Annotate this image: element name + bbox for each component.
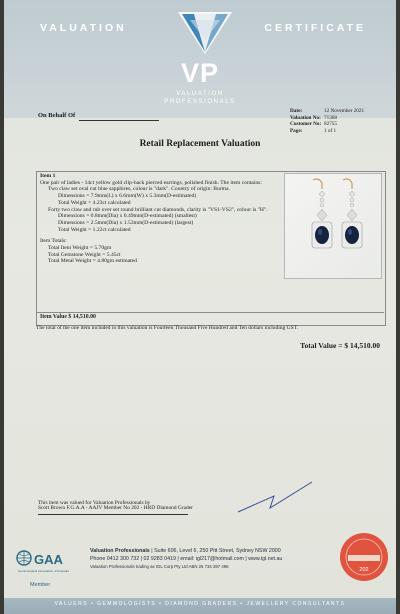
- item-totals-heading: Item Totals:: [40, 238, 67, 245]
- member-label: Member: [30, 582, 51, 588]
- footer-contact: [90, 547, 282, 571]
- diamond-weight: Total Weight = 1.22ct calculated: [58, 226, 131, 233]
- document-title: Retail Replacement Valuation: [139, 139, 261, 149]
- company-name: Valuation Professionals: [90, 548, 150, 554]
- meta-row-date: [290, 108, 364, 115]
- on-behalf-of-label: On Behalf Of: [38, 112, 76, 119]
- item-description: One pair of ladies - 14ct yellow gold clip-back pierced earrings, polished finish. The item contains:: [40, 179, 262, 186]
- item-value: Item Value $ 14,510.00: [40, 314, 96, 320]
- meta-value: 71368: [324, 114, 337, 121]
- total-item-weight: Total Item Weight = 5.70gm: [48, 245, 112, 252]
- meta-key: Customer No:: [290, 121, 322, 128]
- gaa-logo: [16, 545, 86, 591]
- left-earring: [312, 179, 332, 248]
- diamond-dimensions-smallest: Dimensions = 0.8mm(Dia) x 0.49mm(D-estimated) (smallest): [58, 213, 197, 220]
- meta-row-customer-no: [290, 121, 364, 128]
- meta-key: Valuation No:: [290, 114, 321, 121]
- meta-row-page: [290, 128, 364, 135]
- logo-subtitle-2: PROFESSIONALS: [164, 99, 236, 105]
- earrings-photo: [284, 173, 382, 279]
- diamond-logo-icon: [172, 8, 238, 56]
- valuation-meta: [290, 108, 364, 134]
- right-earring: [342, 179, 362, 248]
- meta-value: 1 of 1: [324, 127, 337, 134]
- bottom-bar-text: VALUERS • GEMMOLOGISTS • DIAMOND GRADERS • JEWELLERY CONSULTANTS: [54, 601, 346, 607]
- signature-line: [38, 514, 188, 515]
- header-left-word: VALUATION: [40, 22, 127, 34]
- item-value-divider: [36, 312, 384, 313]
- item-heading: Item 1: [40, 173, 56, 179]
- total-statement: The total of the one item included in this valuation is Fourteen Thousand Five Hundred and Ten dollars including GST.: [36, 325, 299, 331]
- meta-value: 12 November 2021: [324, 108, 365, 114]
- sapphire-description: Two claw set oval cut blue sapphires, colour is "dark". Country of origin: Burma.: [48, 186, 230, 193]
- meta-key: Page:: [290, 127, 303, 134]
- signature-intro: This item was valued for Valuation Professionals by: [38, 500, 151, 506]
- earrings-image-icon: [285, 174, 381, 278]
- meta-key: Date:: [290, 108, 303, 114]
- diamond-description: Forty two claw and rub over set round brilliant cut diamonds, clarity is "VS1-VS2", colour is "H".: [48, 206, 268, 213]
- certificate-header: [4, 0, 396, 118]
- meta-row-valuation-no: [290, 115, 364, 122]
- valuer-name: Scott Brown F.G.A.A - AAJV Member No 202 - HRD Diamond Grader: [38, 505, 193, 511]
- item-details: [40, 173, 280, 265]
- company-contact: Phone 0412 300 732 | 02 9283 0419 | email: igl217@hotmail.com | www.igl.net.au: [90, 556, 283, 562]
- logo-text: VP: [180, 58, 220, 88]
- sapphire-dimensions: Dimensions = 7.9mm(L) x 6.6mm(W) x 5.3mm(D-estimated): [58, 193, 197, 200]
- on-behalf-of-line: [79, 120, 159, 121]
- gaa-globe-icon: [16, 550, 32, 566]
- valuation-certificate: [4, 0, 396, 614]
- seal-number: 202: [359, 567, 369, 573]
- bottom-bar: [4, 598, 396, 614]
- total-gemstone-weight: Total Gemstone Weight = 5.45ct: [48, 251, 121, 258]
- total-metal-weight: Total Metal Weight = 4.80gm estimated: [48, 258, 137, 265]
- company-trading-as: Valuation Professionals trading as IGL Corp Pty Ltd ABN 25 734 397 496: [90, 564, 229, 569]
- total-value: Total Value = $ 14,510.00: [300, 341, 380, 350]
- gaa-logo-text: GAA: [34, 552, 63, 567]
- logo-subtitle-1: VALUATION: [176, 91, 224, 97]
- signature-scribble-icon: [234, 478, 324, 518]
- aajv-seal-icon: [338, 531, 390, 583]
- meta-value: 82755: [324, 121, 337, 128]
- gaa-logo-subtitle: Gemmological Association of Australia: [18, 569, 69, 573]
- company-address: | Suite 606, Level 6, 250 Pitt Street, Sydney NSW 2000: [149, 548, 281, 554]
- sapphire-weight: Total Weight = 4.23ct calculated: [58, 199, 131, 206]
- footer: [16, 545, 386, 595]
- diamond-dimensions-largest: Dimensions = 2.5mm(Dia) x 1.53mm(D-estimated) (largest): [58, 219, 194, 226]
- header-right-word: CERTIFICATE: [264, 22, 366, 34]
